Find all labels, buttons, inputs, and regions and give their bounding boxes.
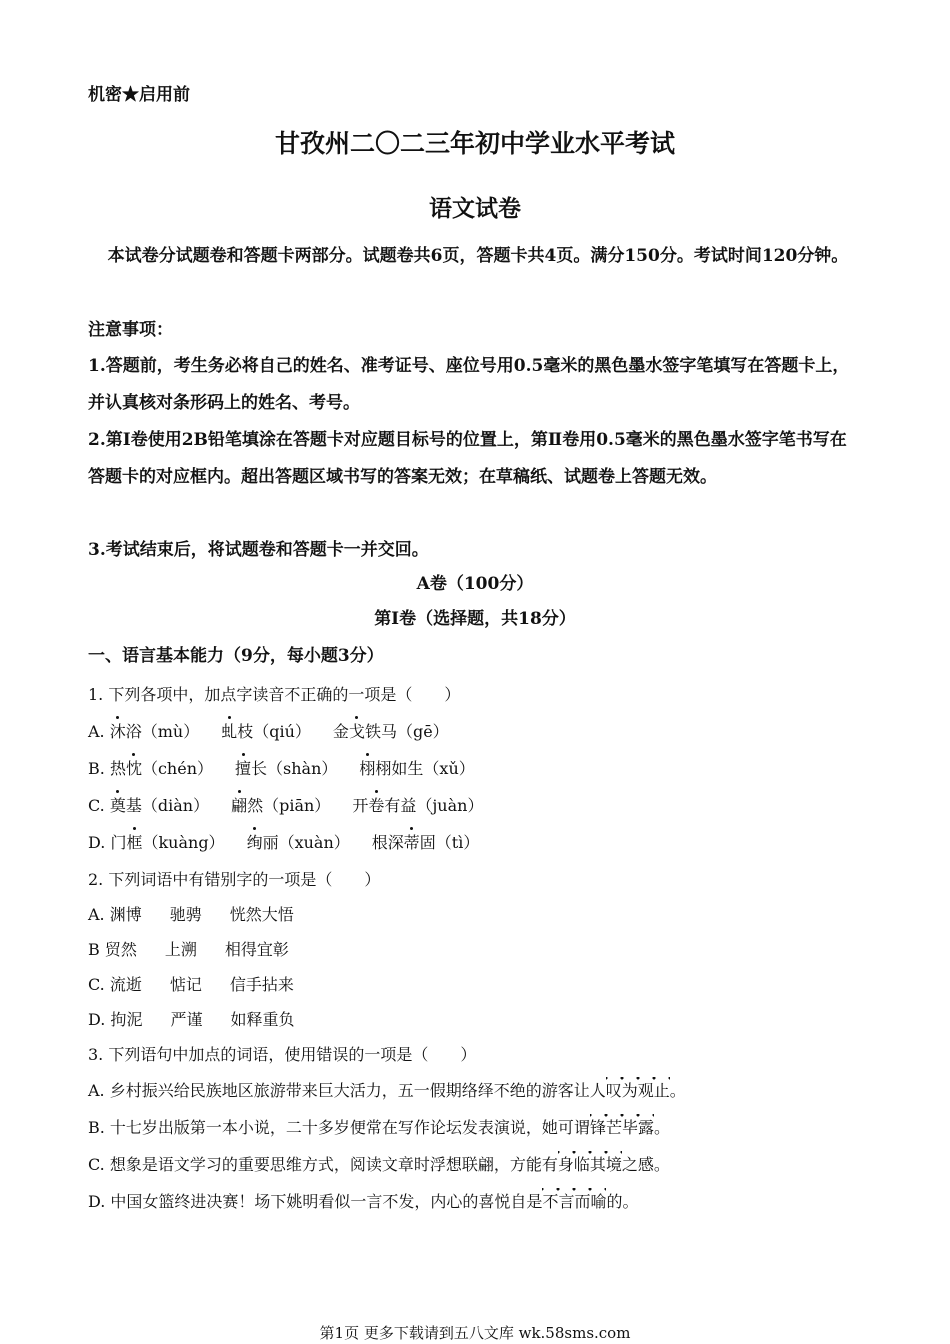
word: 开卷有益（juàn） — [352, 796, 483, 815]
q2-option — [88, 1007, 294, 1030]
q2-stem: 2. 下列词语中有错别字的一项是（ ） — [88, 870, 381, 889]
word: 恍然大悟 — [229, 905, 294, 924]
q3-option: A. 乡村振兴给民族地区旅游带来巨大活力，五一假期络绎不绝的游客让人叹为观止。 — [88, 1078, 686, 1101]
word: 沐浴（mù） — [110, 722, 200, 741]
word: 根深蒂固（tì） — [372, 833, 480, 852]
option-label: D. — [88, 1010, 111, 1029]
q3-option: D. 中国女篮终进决赛！场下姚明看似一言不发，内心的喜悦自是不言而喻的。 — [88, 1189, 638, 1212]
word: 绚丽（xuàn） — [247, 833, 350, 852]
option-label: C. — [88, 796, 110, 815]
word: 门框（kuàng） — [110, 833, 224, 852]
volume-a-heading: A卷（100分） — [416, 574, 534, 594]
intro-paragraph: 本试卷分试题卷和答题卡两部分。试题卷共6页，答题卡共4页。满分150分。考试时间120分钟。 — [107, 246, 849, 266]
option-label: A. — [88, 722, 110, 741]
word: 信手拈来 — [229, 975, 294, 994]
dotted-char: 戈 — [349, 719, 365, 742]
exam-title: 甘孜州二〇二三年初中学业水平考试 — [274, 129, 675, 158]
dotted-char: 栩 — [359, 756, 375, 779]
dotted-char: 沐 — [110, 719, 126, 742]
dotted-phrase: 锋芒毕露 — [590, 1114, 654, 1137]
option-label: A. — [88, 905, 110, 924]
dotted-char: 蒂 — [404, 830, 420, 853]
dotted-phrase: 不言而喻 — [542, 1188, 606, 1211]
option-label: D. — [88, 833, 111, 852]
dotted-char: 翩 — [231, 793, 247, 816]
word: 热忱（chén） — [110, 759, 213, 778]
word: 贸然 — [104, 940, 137, 959]
dotted-char: 虬 — [221, 719, 237, 742]
dotted-char: 卷 — [368, 793, 384, 816]
volume-1-heading: 第Ⅰ卷（选择题，共18分） — [374, 609, 576, 629]
word: 翩然（piān） — [231, 796, 330, 815]
word: 虬枝（qiú） — [221, 722, 311, 741]
word: 严谨 — [170, 1010, 203, 1029]
word: 驰骋 — [169, 905, 202, 924]
q3-option: B. 十七岁出版第一本小说，二十多岁便常在写作论坛发表演说，她可谓锋芒毕露。 — [88, 1115, 670, 1138]
page-footer: 第1页 更多下载请到五八文库 wk.58sms.com — [319, 1324, 631, 1342]
option-label: B. — [88, 759, 110, 778]
q2-option — [88, 902, 294, 925]
word: 流逝 — [109, 975, 142, 994]
word: 栩栩如生（xǔ） — [359, 759, 474, 778]
dotted-char: 奠 — [110, 793, 126, 816]
exam-subtitle: 语文试卷 — [429, 195, 521, 222]
section-1-heading: 一、语言基本能力（9分，每小题3分） — [88, 646, 384, 666]
notice-item-2: 2.第Ⅰ卷使用2B铅笔填涂在答题卡对应题目标号的位置上，第Ⅱ卷用0.5毫米的黑色墨水签字笔书写在答题卡的对应框内。超出答题区域书写的答案无效；在草稿纸、试题卷上答题无效。 — [88, 430, 847, 487]
option-label: B — [88, 940, 105, 959]
q3-stem: 3. 下列语句中加点的词语，使用错误的一项是（ ） — [88, 1045, 477, 1064]
word: 如释重负 — [230, 1010, 295, 1029]
word: 惦记 — [169, 975, 202, 994]
notice-item-1: 1.答题前，考生务必将自己的姓名、准考证号、座位号用0.5毫米的黑色墨水签字笔填写在答题卡上，并认真核对条形码上的姓名、考号。 — [88, 356, 850, 413]
q1-option — [88, 793, 483, 816]
word: 拘泥 — [110, 1010, 143, 1029]
option-label: C. — [88, 975, 110, 994]
word: 奠基（diàn） — [110, 796, 209, 815]
dotted-phrase: 叹为观止 — [606, 1077, 670, 1100]
q3-option: C. 想象是语文学习的重要思维方式，阅读文章时浮想联翩，方能有身临其境之感。 — [88, 1152, 670, 1175]
word: 上溯 — [164, 940, 197, 959]
word: 渊博 — [109, 905, 142, 924]
notice-heading: 注意事项： — [88, 320, 173, 340]
dotted-char: 绚 — [247, 830, 263, 853]
q2-option — [88, 937, 289, 960]
q1-option — [88, 719, 449, 742]
dotted-char: 框 — [126, 830, 142, 853]
dotted-phrase: 身临其境 — [558, 1151, 622, 1174]
dotted-char: 忱 — [126, 756, 142, 779]
q1-option — [88, 830, 479, 853]
word: 擅长（shàn） — [235, 759, 337, 778]
dotted-char: 擅 — [235, 756, 251, 779]
q1-stem: 1. 下列各项中，加点字读音不正确的一项是（ ） — [88, 685, 461, 704]
notice-item-3: 3.考试结束后，将试题卷和答题卡一并交回。 — [88, 540, 429, 560]
word: 金戈铁马（gē） — [333, 722, 449, 741]
q1-option — [88, 756, 475, 779]
q2-option — [88, 972, 294, 995]
secret-label: 机密★启用前 — [88, 85, 190, 105]
word: 相得宜彰 — [224, 940, 289, 959]
